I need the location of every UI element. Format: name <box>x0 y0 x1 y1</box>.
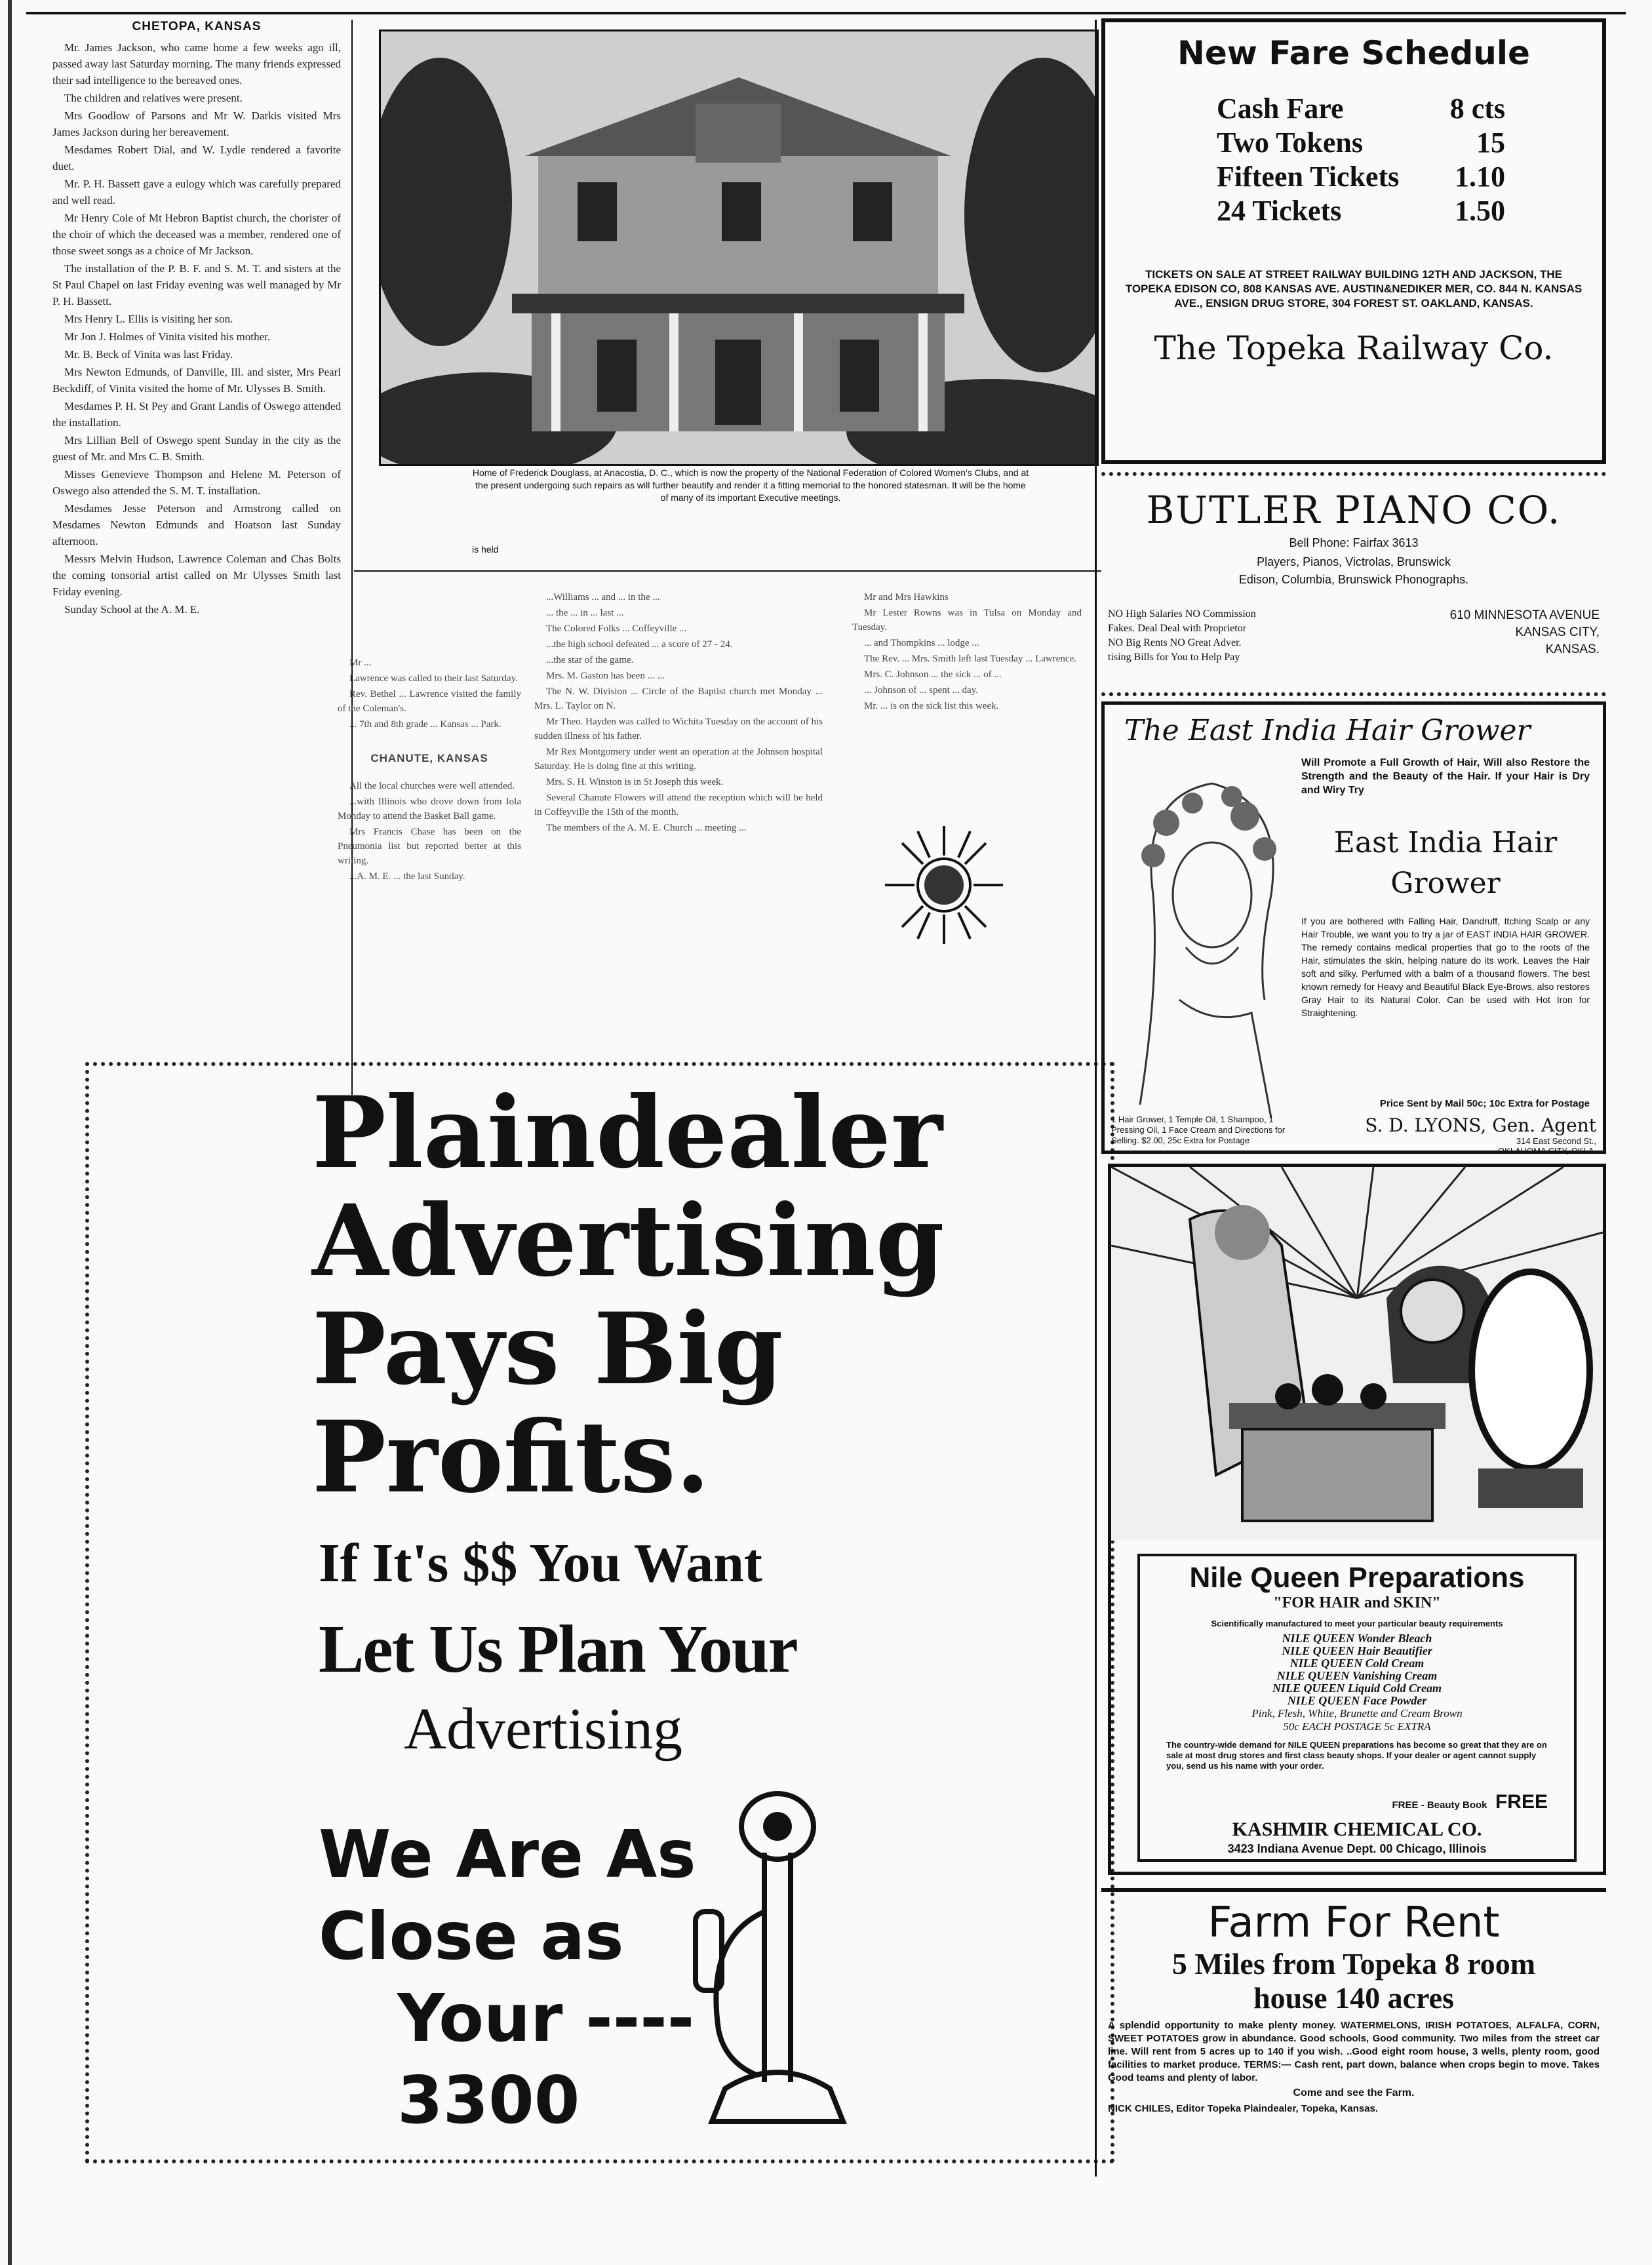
middle-col-1 <box>338 656 521 885</box>
caption-rule <box>354 570 1101 572</box>
butler-addr-2: KANSAS CITY, <box>1515 625 1600 639</box>
article-paragraph: Mr Theo. Hayden was called to Wichita Tuesday on the account of his sudden illness of his father. <box>534 717 823 741</box>
chanute-heading: CHANUTE, KANSAS <box>370 752 488 764</box>
sunflower-ornament <box>878 819 1010 951</box>
hair-grower-ad <box>1101 701 1606 1154</box>
fare-label: Two Tokens <box>1217 127 1363 159</box>
hair-agent: S. D. LYONS, Gen. Agent <box>1365 1114 1596 1136</box>
left-column <box>52 20 341 1042</box>
article-paragraph: ... and Thompkins ... lodge ... <box>864 638 979 648</box>
article-paragraph: The N. W. Division ... Circle of the Baptist church met Monday ... Mrs. L. Taylor on N. <box>534 686 823 711</box>
middle-col-2 <box>534 590 823 837</box>
article-paragraph: ...A. M. E. ... the last Sunday. <box>349 871 465 882</box>
hair-agent-addr-1: 314 East Second St., <box>1516 1136 1596 1146</box>
article-paragraph: ...Williams ... and ... in the ... <box>546 592 660 602</box>
fare-value: 1.50 <box>1455 195 1505 227</box>
hair-product-name <box>1301 823 1590 904</box>
fare-value: 1.10 <box>1455 161 1505 193</box>
nile-queen-ad <box>1108 1164 1606 1875</box>
ad-line-close-as: Close as <box>319 1898 624 1975</box>
photo-caption <box>472 467 1029 504</box>
article-paragraph: ...with Illinois who drove down from Iola Monday to attend the Basket Ball game. <box>338 797 521 821</box>
article-paragraph: The children and relatives were present. <box>64 92 243 104</box>
hair-body: If you are bothered with Falling Hair, Dandruff, Itching Scalp or any Hair Trouble, we want you to try a jar of EAST INDIA HAIR GROWER. The remedy contains medical properties that go to the roots of the Hair, stimulates the skin, helping nature do its work. Leaves the Hair soft and silky. Perfumed with a balm of a thousand flowers. The best known remedy for Heavy and Beautiful Black Eye-Brows, also restores Gray Hair to its Natural Color. Can be used with Hot Iron for Straightening. <box>1301 916 1590 1018</box>
article-paragraph: ...the star of the game. <box>546 655 634 665</box>
fare-row <box>1217 92 1505 126</box>
article-paragraph: ... the ... in ... last ... <box>546 608 624 618</box>
ad-line-advertising-2: Advertising <box>404 1697 682 1762</box>
section-heading: CHETOPA, KANSAS <box>132 20 262 33</box>
article-paragraph: Sunday School at the A. M. E. <box>64 603 200 616</box>
nile-products <box>1140 1632 1574 1707</box>
nile-shades: Pink, Flesh, White, Brunette and Cream Brown <box>1251 1707 1463 1720</box>
ad-line-phone-number: 3300 <box>397 2062 580 2138</box>
left-edge <box>8 0 12 2265</box>
nile-product-item: NILE QUEEN Liquid Cold Cream <box>1272 1682 1442 1695</box>
telephone-illustration <box>679 1781 889 2148</box>
ad-line-let-us-plan: Let Us Plan Your <box>319 1611 797 1687</box>
article-paragraph: Lawrence was called to their last Saturday. <box>349 673 518 684</box>
ad-line-plaindealer: Plaindealer <box>312 1075 943 1191</box>
fare-row <box>1217 160 1505 194</box>
article-paragraph: Mesdames Jesse Peterson and Armstrong called on Mesdames Newton Edmunds and Hoatson last Sunday afternoon. <box>52 502 341 547</box>
hair-offer: 1 Hair Grower, 1 Temple Oil, 1 Shampoo, 1 Pressing Oil, 1 Face Cream and Directions for Selling. $2.00, 25c Extra for Postage <box>1111 1114 1286 1145</box>
house-photo <box>379 30 1099 466</box>
butler-addr-3: KANSAS. <box>1545 642 1600 656</box>
photo-caption-end: is held <box>472 544 499 555</box>
article-paragraph: Mr and Mrs Hawkins <box>864 592 949 602</box>
fare-table <box>1217 92 1505 228</box>
butler-line-2: Edison, Columbia, Brunswick Phonographs. <box>1238 573 1469 586</box>
article-paragraph: Mrs Goodlow of Parsons and Mr W. Darkis visited Mrs James Jackson during her bereavement. <box>52 109 341 138</box>
fare-title: New Fare Schedule <box>1177 34 1530 72</box>
butler-phone: Bell Phone: Fairfax 3613 <box>1289 536 1419 549</box>
ad-line-profits: Profits. <box>312 1400 710 1515</box>
butler-address <box>1390 607 1600 658</box>
article-paragraph: ... Johnson of ... spent ... day. <box>864 685 979 696</box>
hair-agent-block <box>1301 1114 1596 1156</box>
hair-agent-addr-2: OKLAHOMA CITY, OKLA. <box>1497 1146 1596 1156</box>
plaindealer-ad <box>85 1062 1114 2163</box>
ad-line-pays-big: Pays Big <box>312 1291 783 1407</box>
column-divider <box>351 20 353 1095</box>
hair-title: The East India Hair Grower <box>1124 714 1531 747</box>
nile-price: 50c EACH POSTAGE 5c EXTRA <box>1283 1720 1431 1733</box>
article-paragraph: Mr. B. Beck of Vinita was last Friday. <box>64 348 233 361</box>
fare-label: Fifteen Tickets <box>1217 161 1400 193</box>
right-column-divider <box>1095 20 1097 2176</box>
article-paragraph: Mrs Henry L. Ellis is visiting her son. <box>64 313 233 325</box>
article-paragraph: Mrs Francis Chase has been on the Pneumonia list but reported better at this writing. <box>338 827 521 866</box>
nile-free-big: FREE <box>1495 1791 1548 1813</box>
article-paragraph: All the local churches were well attended. <box>349 781 515 791</box>
article-paragraph: Mrs. C. Johnson ... the sick ... of ... <box>864 669 1002 680</box>
nile-product-item: NILE QUEEN Wonder Bleach <box>1282 1632 1432 1645</box>
fare-label: 24 Tickets <box>1217 195 1342 227</box>
nile-free-label: FREE - Beauty Book <box>1392 1800 1487 1811</box>
farm-line-1: 5 Miles from Topeka 8 room <box>1171 1947 1536 1980</box>
farm-body: A splendid opportunity to make plenty money. WATERMELONS, IRISH POTATOES, ALFALFA, CORN, SWEET POTATOES grow in abundance. Good schools, Good community. Two miles from the street car line. Will rent from 5 acres up to 140 if you wish. ..Good eight room house, 3 wells, plenty room, good facilities to market produce. TERMS:— Cash rent, part down, balance when crops begin to move. Takes Good teams and plenty of labor. <box>1108 2020 1600 2083</box>
article-paragraph: Mr Henry Cole of Mt Hebron Baptist church, the chorister of the choir of which the deceased was a member, rendered one of those sweet songs as a choice of Mr Jackson. <box>52 212 341 257</box>
nile-company: KASHMIR CHEMICAL CO. <box>1232 1819 1482 1840</box>
butler-feature-line: Fakes. Deal Deal with Proprietor <box>1108 623 1247 634</box>
fare-label: Cash Fare <box>1217 92 1344 125</box>
farm-signature: NICK CHILES, Editor Topeka Plaindealer, Topeka, Kansas. <box>1108 2103 1379 2114</box>
article-paragraph: The installation of the P. B. F. and S. M. T. and sisters at the St Paul Chapel on last Friday evening was well managed by Mr P. H. Bassett. <box>52 262 341 307</box>
article-paragraph: Mr Lester Rowns was in Tulsa on Monday and Tuesday. <box>852 608 1082 633</box>
article-paragraph: Rev. Bethel ... Lawrence visited the family of the Coleman's. <box>338 689 521 714</box>
fare-row <box>1217 194 1505 228</box>
nile-free-block <box>1392 1791 1548 1813</box>
farm-come: Come and see the Farm. <box>1293 2087 1415 2098</box>
article-paragraph: Mr Jon J. Holmes of Vinita visited his mother. <box>64 330 271 343</box>
farm-ad <box>1101 1888 1606 2180</box>
article-paragraph: The Colored Folks ... Coffeyville ... <box>546 623 687 634</box>
article-paragraph: Mr Rex Montgomery under went an operation at the Johnson hospital Saturday. He is doing fine at this writing. <box>534 747 823 772</box>
article-paragraph: Mrs Newton Edmunds, of Danville, Ill. and sister, Mrs Pearl Beckdiff, of Vinita visited the home of Mr. Ulysses B. Smith. <box>52 366 341 395</box>
railway-company: The Topeka Railway Co. <box>1154 329 1554 367</box>
vanity-illustration <box>1111 1167 1603 1541</box>
butler-title: BUTLER PIANO CO. <box>1146 488 1562 532</box>
article-paragraph: Mr ... <box>349 658 372 668</box>
article-paragraph: Mr. P. H. Bassett gave a eulogy which was carefully prepared and well read. <box>52 178 341 207</box>
article-paragraph: Mesdames P. H. St Pey and Grant Landis of Oswego attended the installation. <box>52 400 341 429</box>
farm-line-2: house 140 acres <box>1253 1981 1454 2015</box>
butler-features <box>1108 607 1383 665</box>
article-paragraph: Messrs Melvin Hudson, Lawrence Coleman and Chas Bolts the coming tonsorial artist called on Mr Ulysses Smith last Friday evening. <box>52 553 341 598</box>
nile-subtitle: "FOR HAIR and SKIN" <box>1273 1594 1441 1611</box>
fare-value: 8 cts <box>1449 92 1505 125</box>
nile-tagline: Scientifically manufactured to meet your particular beauty requirements <box>1211 1619 1503 1628</box>
nile-text-box <box>1137 1554 1577 1862</box>
fare-row <box>1217 126 1505 160</box>
ad-line-your: Your ---- <box>397 1980 695 2057</box>
nile-address: 3423 Indiana Avenue Dept. 00 Chicago, Illinois <box>1227 1842 1487 1855</box>
article-paragraph: The members of the A. M. E. Church ... meeting ... <box>546 823 747 833</box>
article-paragraph: ...the high school defeated ... a score of 27 - 24. <box>546 639 733 650</box>
photo-caption-text: Home of Frederick Douglass, at Anacostia, D. C., which is now the property of the National Federation of Colored Women's Clubs, and at the present undergoing such repairs as will further beautify and render it a fitting memorial to the honored statesman. It will be the home of many of its important Executive meetings. <box>472 467 1029 503</box>
middle-col-3 <box>852 590 1082 715</box>
farm-title: Farm For Rent <box>1208 1899 1500 1947</box>
butler-feature-line: NO High Salaries NO Commission <box>1108 608 1256 620</box>
ad-line-we-are-as: We Are As <box>319 1816 696 1893</box>
article-paragraph: The Rev. ... Mrs. Smith left last Tuesday ... Lawrence. <box>864 654 1076 664</box>
hair-price: Price Sent by Mail 50c; 10c Extra for Postage <box>1379 1098 1590 1109</box>
butler-addr-1: 610 MINNESOTA AVENUE <box>1449 608 1600 622</box>
butler-feature-line: NO Big Rents NO Great Adver. <box>1108 637 1242 648</box>
nile-body: The country-wide demand for NILE QUEEN preparations has become so great that they are on sale at most drug stores and first class beauty shops. If your dealer or agent cannot supply you, send us his name with your order. <box>1166 1740 1547 1771</box>
article-paragraph: Mr. James Jackson, who came home a few weeks ago ill, passed away last Saturday morning. The many friends expressed their sad intelligence to the bereaved ones. <box>52 41 341 87</box>
article-paragraph: Mrs Lillian Bell of Oswego spent Sunday in the city as the guest of Mr. and Mrs C. B. Smith. <box>52 434 341 463</box>
ad-line-advertising: Advertising <box>312 1183 945 1299</box>
nile-product-item: NILE QUEEN Cold Cream <box>1289 1657 1425 1670</box>
hair-intro: Will Promote a Full Growth of Hair, Will also Restore the Strength and the Beauty of the Hair. If your Hair is Dry and Wiry Try <box>1301 757 1590 796</box>
woman-portrait-illustration <box>1114 764 1310 1118</box>
ad-line-if-its: If It's $$ You Want <box>319 1533 762 1594</box>
hair-name-line-2: Grower <box>1390 867 1501 900</box>
nile-product-item: NILE QUEEN Hair Beautifier <box>1282 1644 1432 1657</box>
butler-piano-ad <box>1101 472 1606 696</box>
top-rule <box>26 12 1626 14</box>
hair-name-line-1: East India Hair <box>1333 826 1558 859</box>
article-paragraph: Mrs. M. Gaston has been ... ... <box>546 671 665 681</box>
article-paragraph: Mr. ... is on the sick list this week. <box>864 701 999 711</box>
nile-product-item: NILE QUEEN Face Powder <box>1287 1694 1427 1707</box>
article-paragraph: Mesdames Robert Dial, and W. Lydle rendered a favorite duet. <box>52 144 341 172</box>
article-body <box>52 39 341 618</box>
nile-title: Nile Queen Preparations <box>1189 1562 1525 1594</box>
article-paragraph: Misses Genevieve Thompson and Helene M. Peterson of Oswego also attended the S. M. T. installation. <box>52 468 341 497</box>
butler-feature-line: tising Bills for You to Help Pay <box>1108 652 1240 663</box>
nile-product-item: NILE QUEEN Vanishing Cream <box>1276 1669 1438 1682</box>
fare-value: 15 <box>1476 127 1505 159</box>
article-paragraph: ... 7th and 8th grade ... Kansas ... Park. <box>349 719 502 730</box>
butler-line-1: Players, Pianos, Victrolas, Brunswick <box>1257 555 1451 568</box>
article-paragraph: Mrs. S. H. Winston is in St Joseph this week. <box>546 777 724 787</box>
fare-schedule-ad <box>1101 18 1606 464</box>
article-paragraph: Several Chanute Flowers will attend the reception which will be held in Coffeyville the 15th of the month. <box>534 793 823 817</box>
fare-fine-print: TICKETS ON SALE AT STREET RAILWAY BUILDING 12TH AND JACKSON, THE TOPEKA EDISON CO, 808 KANSAS AVE. AUSTIN&NEDIKER MER, CO. 844 N. KANSAS AVE., ENSIGN DRUG STORE, 304 FOREST ST. OAKLAND, KANSAS. <box>1125 268 1583 309</box>
